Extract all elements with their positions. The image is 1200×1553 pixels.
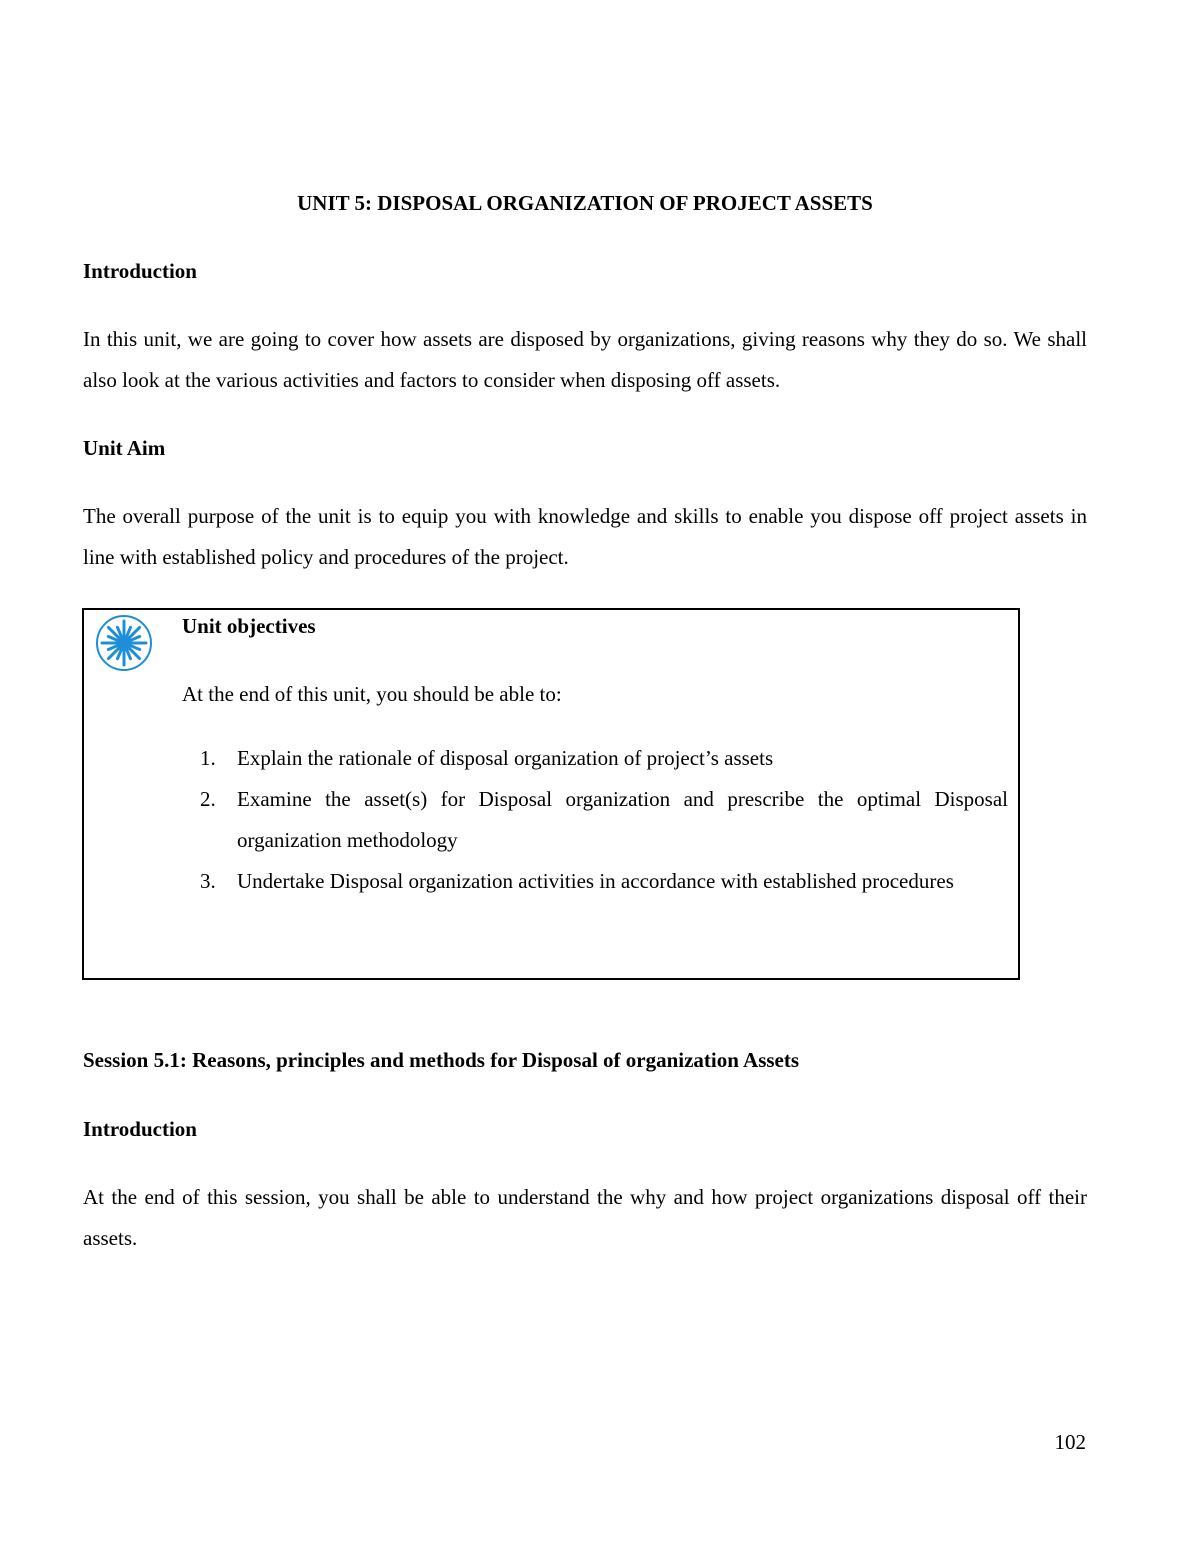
objectives-title: Unit objectives [182,614,316,638]
unit-aim-heading: Unit Aim [83,436,166,460]
session-heading: Session 5.1: Reasons, principles and methods for Disposal of organization Assets [83,1048,800,1072]
objective-number: 3. [200,869,216,893]
objectives-list [182,738,1008,902]
objective-item [182,779,1008,861]
session-introduction-heading: Introduction [83,1117,197,1141]
objectives-lead: At the end of this unit, you should be able to: [182,682,562,706]
objective-text: Explain the rationale of disposal organization of project’s assets [237,746,774,770]
objective-text: Examine the asset(s) for Disposal organization and prescribe the optimal Disposal organization methodology [237,787,1008,852]
objectives-box [82,608,1020,980]
session-introduction-text: At the end of this session, you shall be able to understand the why and how project organizations disposal off their assets. [83,1185,1087,1250]
objective-number: 1. [200,746,216,770]
unit-title: UNIT 5: DISPOSAL ORGANIZATION OF PROJECT ASSETS [297,191,873,215]
introduction-heading: Introduction [83,259,197,283]
introduction-text: In this unit, we are going to cover how assets are disposed by organizations, giving reasons why they do so. We shall also look at the various activities and factors to consider when disposing off assets. [83,327,1087,392]
page-number: 102 [1054,1430,1086,1454]
objective-text: Undertake Disposal organization activities in accordance with established procedures [237,869,954,893]
objective-number: 2. [200,787,216,811]
starburst-icon [94,613,154,673]
objective-item [182,738,1008,779]
objective-item [182,861,1008,902]
unit-aim-text: The overall purpose of the unit is to equip you with knowledge and skills to enable you dispose off project assets in line with established policy and procedures of the project. [83,504,1087,569]
